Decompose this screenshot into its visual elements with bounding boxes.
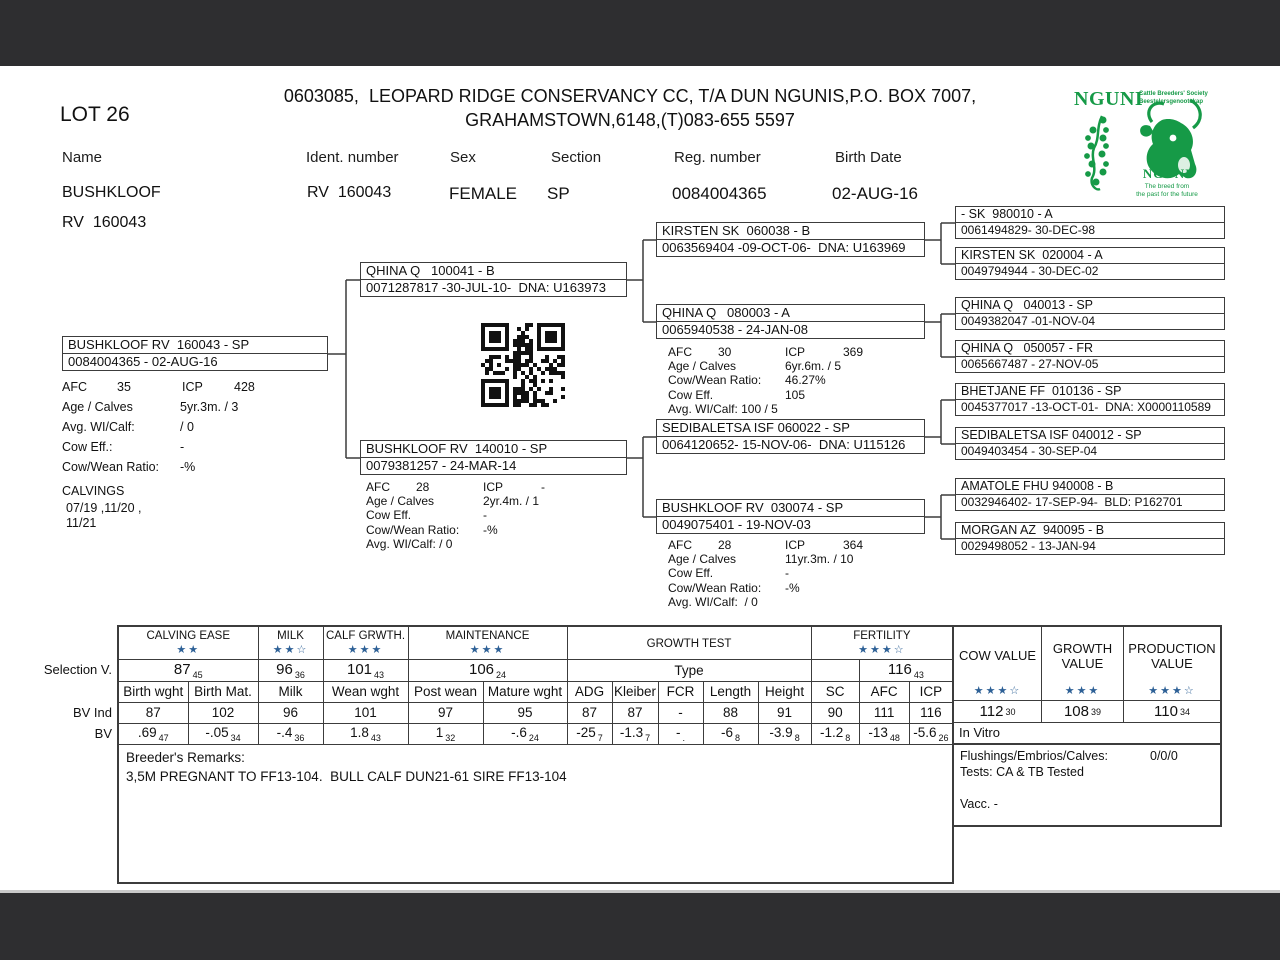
stat-value: -% — [483, 522, 498, 537]
stat-label: Cow/Wean Ratio: — [668, 373, 762, 388]
in-vitro-label: In Vitro — [954, 722, 1220, 743]
logo-tagline2: the past for the future — [1136, 191, 1198, 198]
stat-value: 364 — [843, 538, 864, 552]
star-rating: ★★ — [176, 644, 201, 656]
pedigree-box-dam — [360, 440, 627, 475]
dam-dam-stats — [668, 538, 926, 609]
bv-ind-cell: - — [658, 702, 703, 723]
bv-ind-row — [118, 702, 953, 723]
tests-line: Tests: CA & TB Tested — [960, 765, 1084, 779]
bv-cell: -1.3 $_7$ — [612, 723, 658, 744]
selection-calving-ease: 87 $_{45}$ — [118, 659, 258, 681]
vacc-line: Vacc. - — [960, 797, 998, 811]
stat-label: Avg. WI/Calf: — [62, 420, 135, 434]
stat-value: 28 — [718, 538, 732, 552]
bv-cell: -5.6 $_{26}$ — [909, 723, 953, 744]
breeders-remarks — [118, 744, 953, 883]
ggp-reg: 0061494829- 30-DEC-98 — [961, 223, 1096, 237]
bv-ind-cell: 97 — [408, 702, 483, 723]
pedigree-box-sire — [360, 262, 627, 297]
star-rating: ★★★ — [469, 644, 506, 656]
bv-ind-cell: 87 — [567, 702, 612, 723]
ggp-name: QHINA Q 040013 - SP — [956, 298, 1224, 314]
lot-number: LOT 26 — [60, 103, 130, 126]
group-calving-ease: CALVING EASE ★★ — [118, 626, 258, 659]
value-columns-panel — [952, 625, 1222, 745]
stat-label: Cow Eff. — [668, 387, 714, 402]
growth-value-column: GROWTH VALUE ★★★ — [1042, 627, 1124, 700]
sire-dam-stats — [668, 345, 926, 416]
selection-maintenance: 106 $_{24}$ — [408, 659, 567, 681]
bv-cell: -.05 $_{34}$ — [188, 723, 258, 744]
star-rating: ★★☆ — [272, 644, 309, 656]
ggp-name: SEDIBALETSA ISF 040012 - SP — [956, 428, 1224, 444]
stat-value: 46.27% — [785, 373, 826, 388]
column-header-row — [118, 681, 953, 702]
stat-label: Age / Calves — [668, 552, 737, 567]
stat-value: - — [785, 566, 789, 581]
sire-name: QHINA Q 100041 - B — [361, 263, 626, 280]
cow-value-column — [954, 627, 1042, 700]
value-name-id: RV 160043 — [62, 214, 147, 231]
dam-sire-reg: 0064120652- 15-NOV-06- DNA: U115126 — [662, 437, 906, 452]
stat-label: Cow Eff. — [668, 566, 714, 581]
stat-label: AFC — [62, 380, 87, 394]
ggp-reg: 0049403454 - 30-SEP-04 — [961, 444, 1098, 458]
col-header: Wean wght — [323, 681, 408, 702]
qr-code — [481, 323, 565, 407]
calvings-dates: 11/21 — [66, 516, 97, 530]
growth-value-title: GROWTH — [1052, 640, 1113, 656]
stat-value: 30 — [718, 345, 732, 359]
ggp-name: QHINA Q 050057 - FR — [956, 341, 1224, 357]
stat-value: 428 — [234, 380, 255, 394]
stat-label: Avg. WI/Calf: 100 / 5 — [668, 401, 778, 416]
col-header: FCR — [658, 681, 703, 702]
label-name: Name — [62, 149, 103, 166]
star-rating: ★★★ — [347, 644, 384, 656]
pedigree-box-sire-sire — [656, 222, 925, 257]
bv-ind-cell: 88 — [703, 702, 758, 723]
bv-cell: -25 $_7$ — [567, 723, 612, 744]
stat-label: Age / Calves — [366, 494, 435, 509]
stat-label: Avg. WI/Calf: / 0 — [366, 536, 453, 551]
remarks-label: Breeder's Remarks: — [126, 749, 245, 765]
ggp-name: AMATOLE FHU 940008 - B — [956, 479, 1224, 495]
stat-label: Cow/Wean Ratio: — [62, 460, 160, 474]
production-value: 110 34 — [1154, 703, 1190, 721]
stat-value: - — [483, 508, 487, 523]
stat-value: / 0 — [180, 420, 194, 434]
bv-ind-cell: 111 — [859, 702, 909, 723]
selection-fertility: 116 $_{43}$ — [859, 659, 953, 681]
bv-cell: -.4 $_{36}$ — [258, 723, 323, 744]
bv-cell: -13 $_{48}$ — [859, 723, 909, 744]
pedigree-box-ggp — [955, 522, 1225, 555]
col-header: Post wean — [408, 681, 483, 702]
repro-box — [952, 745, 1222, 827]
pedigree-box-sire-dam — [656, 304, 925, 339]
value-ident: RV 160043 — [307, 184, 392, 201]
stat-label: Cow Eff.: — [62, 440, 113, 454]
ggp-reg: 0045377017 -13-OCT-01- DNA: X0000110589 — [961, 400, 1211, 414]
group-maintenance: MAINTENANCE ★★★ — [408, 626, 567, 659]
ggp-reg: 0049382047 -01-NOV-04 — [961, 314, 1096, 328]
pedigree-box-animal — [62, 336, 328, 371]
dam-name: BUSHKLOOF RV 140010 - SP — [361, 441, 626, 458]
pedigree-box-ggp — [955, 340, 1225, 373]
flushings-label: Flushings/Embrios/Calves: — [960, 749, 1108, 763]
animal-stats — [62, 377, 342, 531]
stat-value: 6yr.6m. / 5 — [785, 359, 842, 374]
col-header: Milk — [258, 681, 323, 702]
dam-sire-name: SEDIBALETSA ISF 060022 - SP — [657, 420, 924, 437]
stat-value: 105 — [785, 387, 806, 402]
viewer-bottom-bar — [0, 893, 1280, 960]
stat-label: AFC — [366, 480, 390, 494]
stat-label: Age / Calves — [62, 400, 133, 414]
stat-value: 11yr.3m. / 10 — [785, 552, 854, 567]
stat-label: ICP — [483, 480, 504, 494]
bv-ind-cell: 90 — [811, 702, 859, 723]
pedigree-box-ggp — [955, 297, 1225, 330]
col-header: Kleiber — [612, 681, 658, 702]
pedigree-box-ggp — [955, 247, 1225, 280]
stat-value: 2yr.4m. / 1 — [483, 494, 540, 509]
selection-value-row — [118, 659, 953, 681]
stat-value: 369 — [843, 345, 864, 359]
label-ident: Ident. number — [306, 149, 399, 166]
ggp-name: KIRSTEN SK 020004 - A — [956, 248, 1224, 264]
group-growth-test: GROWTH TEST — [567, 626, 811, 659]
value-section: SP — [547, 184, 570, 203]
remarks-row — [118, 744, 953, 883]
col-header: Birth Mat. — [188, 681, 258, 702]
bv-ind-cell: 87 — [612, 702, 658, 723]
value-birth: 02-AUG-16 — [832, 184, 918, 203]
bv-cell: -6 $_8$ — [703, 723, 758, 744]
bv-cell: 1.8 $_{43}$ — [323, 723, 408, 744]
row-label-bv: BV — [94, 726, 112, 741]
label-reg: Reg. number — [674, 149, 761, 166]
ggp-name: BHETJANE FF 010136 - SP — [956, 384, 1224, 400]
sire-reg: 0071287817 -30-JUL-10- DNA: U163973 — [366, 280, 606, 295]
stat-value: 28 — [416, 480, 430, 494]
selection-calf-growth: 101 $_{43}$ — [323, 659, 408, 681]
ggp-reg: 0032946402- 17-SEP-94- BLD: P162701 — [961, 495, 1183, 509]
bv-ind-cell: 87 — [118, 702, 188, 723]
logo-tagline1: The breed from — [1144, 183, 1190, 190]
ggp-reg: 0029498052 - 13-JAN-94 — [961, 539, 1096, 553]
stat-label: ICP — [182, 380, 203, 394]
bv-cell: -1.2 $_8$ — [811, 723, 859, 744]
bv-ind-cell: 96 — [258, 702, 323, 723]
bv-row — [118, 723, 953, 744]
stat-label: Avg. WI/Calf: / 0 — [668, 594, 758, 609]
ebv-table — [117, 625, 954, 884]
bv-ind-cell: 95 — [483, 702, 567, 723]
cow-value-stars: ★★★☆ — [973, 685, 1022, 698]
pedigree-box-ggp — [955, 206, 1225, 239]
bv-ind-cell: 102 — [188, 702, 258, 723]
production-value-title: PRODUCTION — [1128, 640, 1216, 656]
selection-sc-empty — [811, 659, 859, 681]
pedigree-box-dam-dam — [656, 499, 925, 534]
group-milk: MILK ★★☆ — [258, 626, 323, 659]
stat-value: 35 — [117, 380, 131, 394]
animal-reg: 0084004365 - 02-AUG-16 — [68, 354, 218, 369]
cow-value-title: COW VALUE — [958, 648, 1037, 664]
stat-label: Cow Eff. — [366, 508, 412, 523]
label-section: Section — [551, 149, 602, 166]
calvings-label: CALVINGS — [62, 484, 125, 498]
growth-value: 108 39 — [1042, 701, 1124, 722]
label-birth: Birth Date — [835, 149, 902, 166]
stat-label: ICP — [785, 345, 806, 359]
col-header: Length — [703, 681, 758, 702]
col-header: ADG — [567, 681, 612, 702]
group-calf-growth: CALF GRWTH. ★★★ — [323, 626, 408, 659]
dam-dam-reg: 0049075401 - 19-NOV-03 — [662, 517, 811, 532]
growth-test-type-label: Type — [567, 659, 811, 681]
bv-cell: - $_.$ — [658, 723, 703, 744]
value-sex: FEMALE — [449, 184, 518, 203]
stat-label: Cow/Wean Ratio: — [668, 580, 762, 595]
calvings-dates: 07/19 ,11/20 , — [66, 501, 142, 515]
stat-label: Cow/Wean Ratio: — [366, 522, 460, 537]
logo-brand-small: NGUNI — [1142, 166, 1192, 181]
stat-value: -% — [180, 460, 196, 474]
nguni-logo — [1072, 86, 1212, 200]
bv-ind-cell: 91 — [758, 702, 811, 723]
logo-society-line2: Beestelersgenootskap — [1139, 99, 1204, 105]
pedigree-box-ggp — [955, 383, 1225, 416]
selection-milk: 96 $_{36}$ — [258, 659, 323, 681]
dam-reg: 0079381257 - 24-MAR-14 — [366, 458, 517, 473]
stat-value: -% — [785, 580, 800, 595]
aloe-plant-icon — [1085, 116, 1109, 189]
remarks-text: 3,5M PREGNANT TO FF13-104. BULL CALF DUN21-61 SIRE FF13-104 — [126, 768, 567, 784]
pedigree-box-dam-sire — [656, 419, 925, 454]
dam-dam-name: BUSHKLOOF RV 030074 - SP — [657, 500, 924, 517]
row-label-bv-ind: BV Ind — [72, 705, 112, 720]
logo-society-line1: Cattle Breeders' Society — [1139, 91, 1208, 97]
stat-value: - — [180, 440, 185, 454]
sire-dam-reg: 0065940538 - 24-JAN-08 — [662, 322, 808, 337]
production-value-column: PRODUCTION VALUE ★★★☆ — [1128, 640, 1216, 698]
dam-stats — [366, 480, 626, 551]
pedigree-box-ggp — [955, 427, 1225, 460]
breeder-address-line2: GRAHAMSTOWN,6148,(T)083-655 5597 — [465, 110, 795, 130]
stat-label: AFC — [668, 345, 692, 359]
cow-value: 112 30 — [954, 701, 1042, 722]
pedigree-box-ggp — [955, 478, 1225, 511]
sire-sire-name: KIRSTEN SK 060038 - B — [657, 223, 924, 240]
viewer-top-bar — [0, 0, 1280, 66]
col-header: Mature wght — [483, 681, 567, 702]
bv-cell: .69 $_{47}$ — [118, 723, 188, 744]
logo-brand-text: NGUNI — [1074, 88, 1144, 110]
group-fertility: FERTILITY ★★★☆ — [811, 626, 953, 659]
stat-label: Age / Calves — [668, 359, 737, 374]
ggp-reg: 0065667487 - 27-NOV-05 — [961, 357, 1099, 371]
logo-reg-mark: ® — [1192, 168, 1196, 174]
value-reg: 0084004365 — [672, 184, 767, 203]
stat-label: ICP — [785, 538, 806, 552]
bv-cell: -.6 $_{24}$ — [483, 723, 567, 744]
col-header: AFC — [859, 681, 909, 702]
group-header-row — [118, 626, 953, 659]
bv-ind-cell: 116 — [909, 702, 953, 723]
sire-sire-reg: 0063569404 -09-OCT-06- DNA: U163969 — [662, 240, 906, 255]
animal-name: BUSHKLOOF RV 160043 - SP — [63, 337, 327, 354]
col-header: Height — [758, 681, 811, 702]
col-header: SC — [811, 681, 859, 702]
col-header: ICP — [909, 681, 953, 702]
bv-ind-cell: 101 — [323, 702, 408, 723]
stat-value: 5yr.3m. / 3 — [180, 400, 239, 414]
bv-cell: 1 $_{32}$ — [408, 723, 483, 744]
growth-value-stars: ★★★ — [1064, 685, 1101, 698]
ggp-reg: 0049794944 - 30-DEC-02 — [961, 264, 1099, 278]
production-value-stars: ★★★☆ — [1148, 685, 1196, 698]
star-rating: ★★★☆ — [858, 644, 906, 656]
breeder-address-line1: 0603085, LEOPARD RIDGE CONSERVANCY CC, T/A DUN NGUNIS,P.O. BOX 7007, — [283, 86, 977, 106]
row-label-selection: Selection V. — [43, 662, 112, 677]
sire-dam-name: QHINA Q 080003 - A — [657, 305, 924, 322]
bv-cell: -3.9 $_8$ — [758, 723, 811, 744]
col-header: Birth wght — [118, 681, 188, 702]
ggp-name: - SK 980010 - A — [956, 207, 1224, 223]
label-sex: Sex — [450, 149, 476, 166]
stat-value: - — [541, 480, 545, 494]
value-name: BUSHKLOOF — [62, 184, 161, 201]
flushings-value: 0/0/0 — [1150, 749, 1178, 763]
ggp-name: MORGAN AZ 940095 - B — [956, 523, 1224, 539]
stat-label: AFC — [668, 538, 692, 552]
